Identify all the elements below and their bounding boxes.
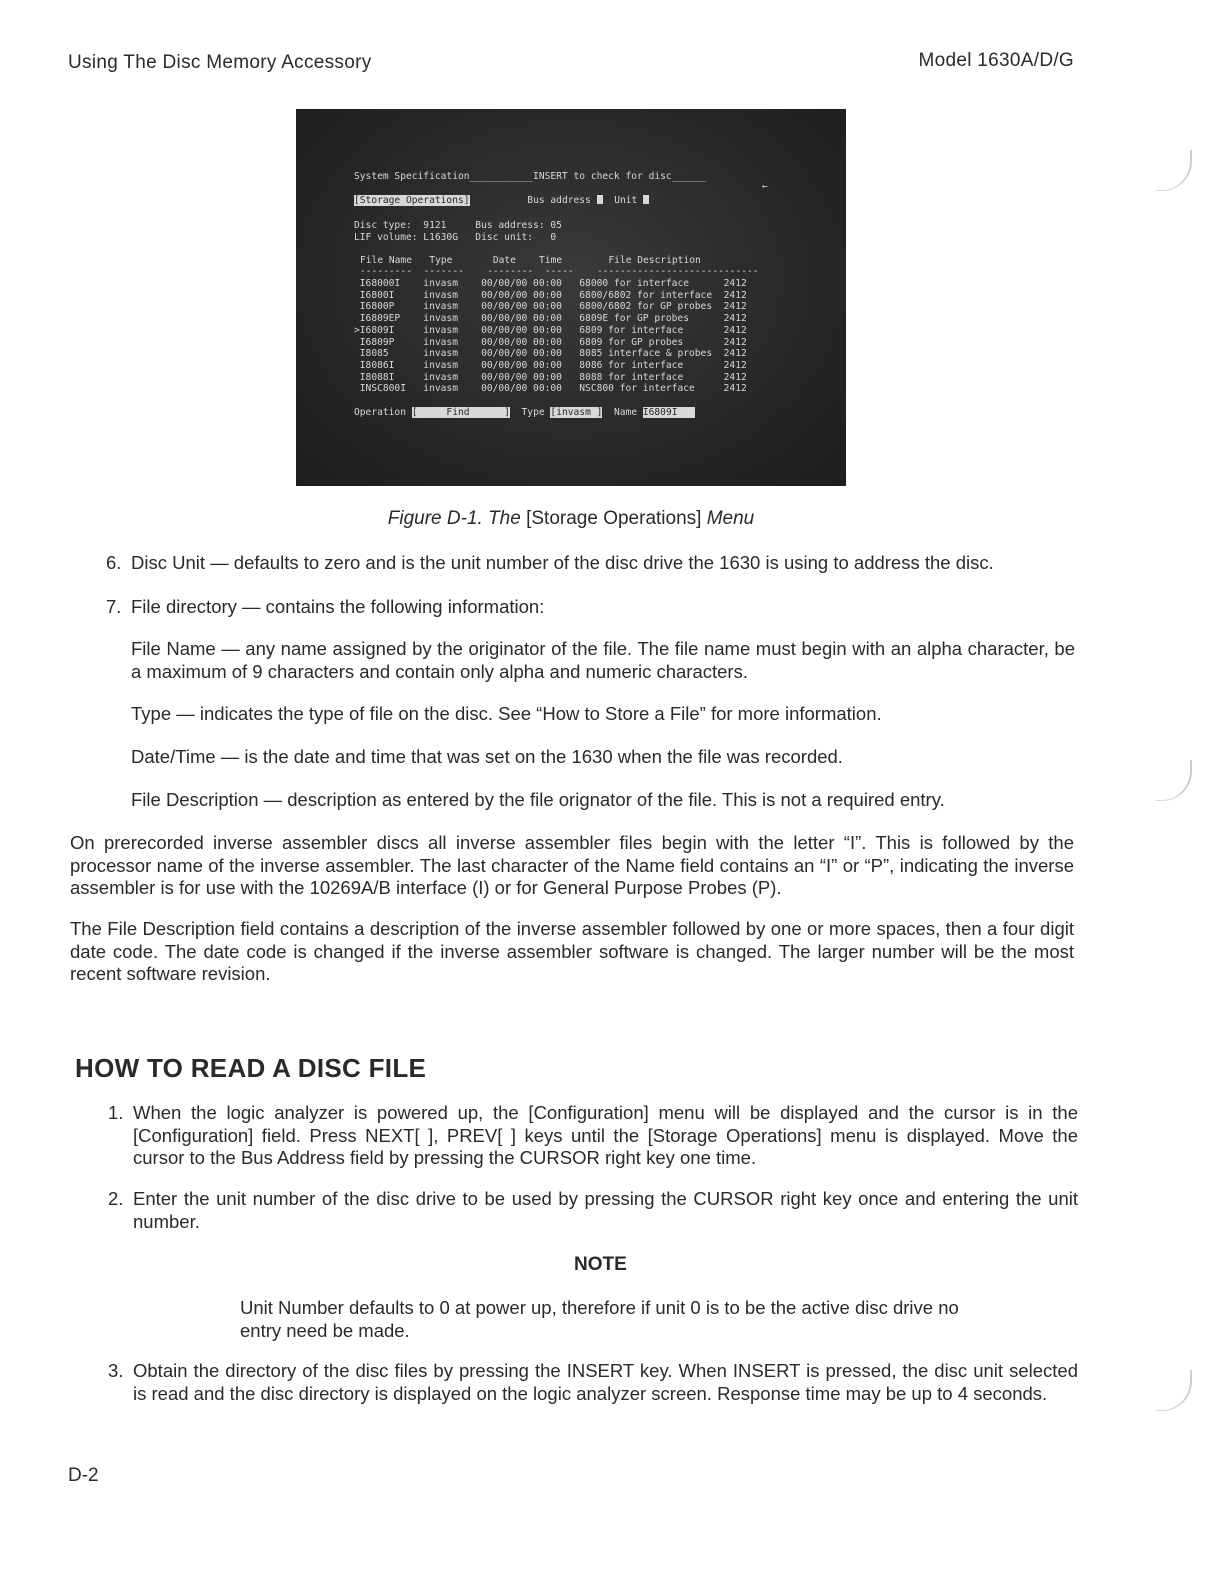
directory-row: >I6809I invasm 00/00/00 00:00 6809 for interface 2412	[354, 324, 747, 336]
column-headers: File Name Type Date Time File Description	[360, 255, 701, 266]
unit-label: Unit	[614, 195, 638, 206]
step-text: Enter the unit number of the disc drive to be used by pressing the CURSOR right key once and entering the unit number.	[133, 1188, 1078, 1232]
binder-hole-mark	[1156, 150, 1192, 191]
subitem-date-time: Date/Time — is the date and time that was set on the 1630 when the file was recorded.	[131, 746, 843, 767]
operation-field: [ Find ]	[411, 407, 510, 418]
type-field: [invasm ]	[550, 407, 603, 418]
lif-volume-line: LIF volume: L1630G Disc unit: 0	[354, 232, 557, 243]
paragraph-file-description: The File Description field contains a description of the inverse assembler followed by one or more spaces, then a four digit date code. The date code is changed if the inverse assembler software is changed. The larger number will be the most recent software revision.	[70, 918, 1074, 984]
figure-caption	[0, 508, 1142, 530]
bus-address-field	[597, 195, 603, 204]
binder-hole-mark	[1156, 1370, 1192, 1411]
storage-operations-field: [Storage Operations]	[354, 195, 470, 206]
step-3	[108, 1360, 1078, 1405]
item-number: 7.	[106, 596, 122, 617]
name-field: I6809I	[642, 407, 695, 418]
section-heading: HOW TO READ A DISC FILE	[75, 1053, 427, 1083]
directory-row: I8085 invasm 00/00/00 00:00 8085 interface & probes 2412	[354, 348, 747, 360]
screen-arrow-icon: ←	[762, 181, 768, 192]
item-7	[106, 596, 1086, 619]
screen-title-line: System Specification___________INSERT to check for disc______	[354, 171, 707, 182]
note-heading: NOTE	[574, 1254, 627, 1275]
subitem-file-name: File Name — any name assigned by the originator of the file. The file name must begin with an alpha character, be a maximum of 9 characters and contain only alpha and numeric characters.	[131, 638, 1075, 682]
storage-operations-screen	[296, 109, 846, 486]
disc-type-line: Disc type: 9121 Bus address: 05	[354, 220, 562, 231]
directory-row: I6800I invasm 00/00/00 00:00 6800/6802 for interface 2412	[354, 289, 747, 301]
screen-bottom-row	[354, 407, 695, 419]
directory-row: I6809EP invasm 00/00/00 00:00 6809E for GP probes 2412	[354, 313, 747, 325]
unit-field	[643, 195, 649, 204]
page-number: D-2	[68, 1465, 99, 1486]
header-right: Model 1630A/D/G	[918, 50, 1074, 71]
step-number: 1.	[108, 1102, 124, 1123]
directory-row: I6800P invasm 00/00/00 00:00 6800/6802 for GP probes 2412	[354, 301, 747, 313]
screen-menu-row	[354, 195, 649, 207]
item-6	[106, 552, 1086, 575]
bus-address-label: Bus address	[527, 195, 591, 206]
step-number: 3.	[108, 1360, 124, 1381]
name-label: Name	[613, 407, 638, 418]
step-number: 2.	[108, 1188, 124, 1209]
directory-row: I68000I invasm 00/00/00 00:00 68000 for interface 2412	[354, 278, 747, 289]
caption-prefix: Figure D-1. The	[387, 508, 527, 529]
column-rule: --------- ------- -------- ----- ----------------------------	[360, 266, 759, 277]
step-text: When the logic analyzer is powered up, the [Configuration] menu will be displayed and the cursor is in the [Configuration] field. Press NEXT[ ], PREV[ ] keys until the [Storage Operations] menu is displayed. Move the cursor to the Bus Address field by pressing the CURSOR right key one time.	[133, 1102, 1078, 1168]
directory-row: INSC800I invasm 00/00/00 00:00 NSC800 for interface 2412	[354, 383, 747, 395]
binder-hole-mark	[1156, 760, 1192, 801]
paragraph-inverse-assembler: On prerecorded inverse assembler discs all inverse assembler files begin with the letter “I”. This is followed by the processor name of the inverse assembler. The last character of the Name field contains an “I” or “P”, indicating the inverse assembler is for use with the 10269A/B interface (I) or for General Purpose Probes (P).	[70, 832, 1074, 898]
step-2	[108, 1188, 1078, 1233]
directory-row: I6809P invasm 00/00/00 00:00 6809 for GP probes 2412	[354, 336, 747, 348]
directory-row: I8086I invasm 00/00/00 00:00 8086 for interface 2412	[354, 359, 747, 371]
note-text: Unit Number defaults to 0 at power up, therefore if unit 0 is to be the active disc drive no entry need be made.	[240, 1297, 959, 1341]
header-left: Using The Disc Memory Accessory	[68, 52, 372, 73]
caption-bracket: [Storage Operations]	[526, 508, 702, 529]
subitem-type: Type — indicates the type of file on the disc. See “How to Store a File” for more information.	[131, 703, 882, 724]
step-text: Obtain the directory of the disc files by pressing the INSERT key. When INSERT is pressed, the disc unit selected is read and the disc directory is displayed on the logic analyzer screen. Response time may be up to 4 seconds.	[133, 1360, 1078, 1404]
type-label: Type	[521, 407, 545, 418]
step-1	[108, 1102, 1078, 1170]
item-text: Disc Unit — defaults to zero and is the unit number of the disc drive the 1630 is using to address the disc.	[131, 552, 994, 573]
caption-suffix: Menu	[701, 508, 755, 529]
item-number: 6.	[106, 552, 122, 573]
directory-row: I8088I invasm 00/00/00 00:00 8088 for interface 2412	[354, 371, 747, 383]
operation-label: Operation	[354, 407, 406, 418]
subitem-file-description: File Description — description as entered by the file orignator of the file. This is not a required entry.	[131, 789, 945, 810]
item-text: File directory — contains the following information:	[131, 596, 545, 617]
